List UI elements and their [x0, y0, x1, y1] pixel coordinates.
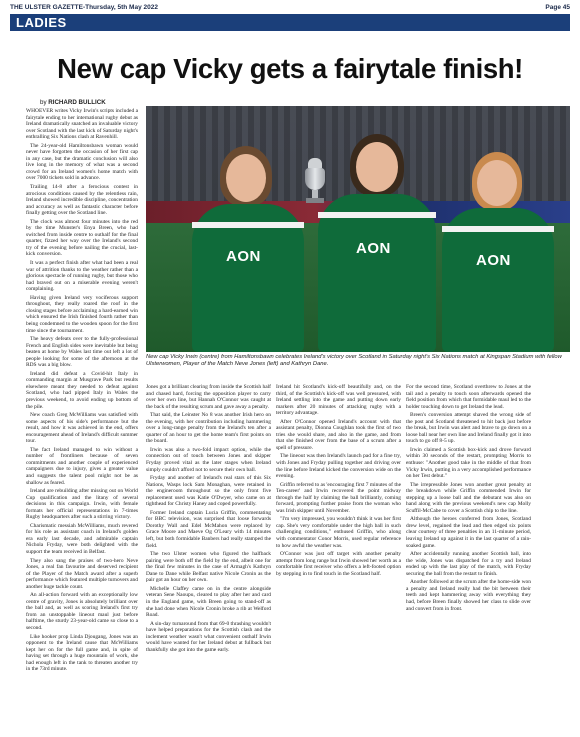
article-paragraph: A sin-day turnaround from that 69-0 thrashing wouldn't have helped preparations for the Scottish clash and the inclement weather wasn't what convenient outhalf Irwin would have wanted for her Ireland debut at fullback but thankfully she got into the game early. — [146, 620, 271, 653]
article-paragraph: "I'm very impressed, you wouldn't think it was her first cap. She's very comfortable under the high ball in such challenging conditions," enthused Griffin, who along with commentator Conor Morris, used regular reference to how awful the weather was. — [276, 516, 401, 549]
photo-caption: New cap Vicky Irwin (centre) from Hamiltonsbawn celebrates Ireland's victory over Scotland in Saturday night's Six Nations match at Kingspan Stadium with fellow Ulsterwomen, Player of the Match Neve Jones (left) and Kathryn Dane. — [146, 354, 562, 367]
article-paragraph: Although the heroes conferred from Jones, Scotland drew level, regained the lead and then edged six points clear courtesy of three penalties in an 11-minute period, leaving Ireland up against it in the last quarter of a rain-soaked game. — [406, 516, 531, 549]
article-paragraph: O'Connor was just off target with another penalty attempt from long range but Irwin showed her worth as a comfortable first receiver who offers a left-footed option by stepping in to find touch in the Scotland half. — [276, 551, 401, 577]
article-paragraph: They also sang the praises of two-hero Neve Jones, a real fan favourite and deserved recipient of the Player of the Match award after a superb performance which featured multiple turnovers and another huge tackle count. — [26, 557, 138, 590]
article-paragraph: Irwin claimed a Scottish box-kick and drove forward within 30 seconds of the restart, prompting Morris to enthuse: "Another good take in the middle of that from Vicky Irwin, putting in a very accomplished performance on her Test debut." — [406, 446, 531, 480]
byline-author: RICHARD BULLICK — [48, 99, 106, 106]
article-column-3 — [276, 384, 401, 735]
article-paragraph: That said, the Leinster No 8 was another Irish hero on the evening, with her contribution including hammering over a long-range penalty from the Ireland's ten after a quarter of an hour to get the home team's first points on the board. — [146, 412, 271, 445]
article-photo — [146, 106, 570, 352]
article-paragraph: After O'Connor opened Ireland's account with that assistant penalty, Dionna Coughlan took the first of two tries she would share, and also in the game, and from that she finished over from the base of a scrum after a spell of pressure. — [276, 418, 401, 451]
article-paragraph: Griffin referred to as 'encouraging first 7 minutes of the Ten-career' and Irwin recovered the point midway through the half by claiming the ball brilliantly, coming forward, prompting further praise from the woman who was Irish skipper until November. — [276, 481, 401, 514]
article-paragraph: Trailing 14-8 after a ferocious contest in atrocious conditions caused by the relentless rain, Ireland showed incredible discipline, concentration and accuracy as well as fantastic character before finally getting over the Scotland line. — [26, 184, 138, 217]
article-column-2 — [146, 384, 271, 735]
section-label: LADIES — [16, 15, 67, 30]
shirt-logo: AON — [226, 248, 261, 265]
page-number: Page 45 — [545, 4, 570, 11]
paper-dateline: THE ULSTER GAZETTE-Thursday, 5th May 2022 — [10, 4, 158, 11]
article-paragraph: Charismatic messiah McWilliams, much revered for his role as assistant coach in Ireland's golden era early last decade, and admirable captain Nichola Fryday, were both delighted with the support the team received in Belfast. — [26, 522, 138, 555]
player-left — [182, 146, 312, 352]
byline-prefix: by — [40, 99, 47, 106]
headline: New cap Vicky gets a fairytale finish! — [57, 53, 523, 84]
article-paragraph: The fact Ireland managed to win without a number of frontliners because of seven commitments and another couple of experienced campaigners due to injury, gives a greater value and suggests the talent pool might not be as shallow as feared. — [26, 446, 138, 486]
folio — [10, 2, 570, 14]
article-paragraph: Breen's conversion attempt shaved the wrong side of the post and Scotland threatened to hit back just before the break, but Irwin was alert and brave to go down on a loose ball near her own line and Ireland finally got it into touch to go off 8-5 up. — [406, 412, 531, 445]
article-paragraph: The 24-year-old Hamiltonsbawn woman would never have forgotten the occasion of her first cap in any case, but the dramatic conclusion will also live long in the memory of what was a second crowd for an Ireland women's home match with over 7000 tickets sold in advance. — [26, 142, 138, 182]
article-paragraph: An all-action forward with an exceptionally low centre of gravity, Jones is absolutely brilliant over the ball and, as well as scoring Ireland's first try from an unstoppable lineout maul just before halftime, the sturdy 23-year-old came so close to a second. — [26, 592, 138, 632]
article-paragraph: Irwin was also a two-fold impact option, while the connection out of touch between Jones and skipper Fryday proved vital as the later stages when Ireland simply couldn't afford not to secure their own ball. — [146, 446, 271, 473]
article-paragraph: Another followed at the scrum after the home-side won a penalty and Ireland really had the bit between their teeth and kept hammering away with everything they had, before Breen finally showed her class to slide over and convert from in front. — [406, 579, 531, 612]
article-paragraph: For the second time, Scotland overthrew to Jones at the tail and a penalty to touch soon afterwards opened the field position from which that formidable maul led to the holder touching down to get Ireland the lead. — [406, 384, 531, 410]
article-paragraph: It was a perfect finish after what had been a real war of attrition thanks to the weather rather than a glorious spectacle of running rugby, but those who had braved out on a miserable evening weren't complaining. — [26, 260, 138, 293]
article-paragraph: WHOEVER writes Vicky Irwin's scripts included a fairytale ending to her international rugby debut as Ireland dramatically snatched an invaluable victory over Scotland with the last kick of Saturday night's enthralling Six Nations clash at Ravenhill. — [26, 108, 138, 141]
shirt-logo: AON — [356, 240, 391, 257]
article-paragraph: Having given Ireland very vociferous support throughout, they really roared the roof in the closing stages before acclaiming a hard-earned win which ensured the Irish finished fourth rather than being condemned to the wooden spoon for the first time since the tournament. — [26, 294, 138, 334]
article-column-4 — [406, 384, 531, 735]
article-paragraph: The lineout was then Ireland's launch pad for a fine try, with Jones and Fryday pulling together and driving over the line before Ireland kicked the conversion wide on the evening. — [276, 453, 401, 480]
player-right — [432, 152, 564, 352]
article-paragraph: Jones got a brilliant clearing from inside the Scottish half and chased hard, forcing the opposition player to carry over her own line, but Hannah O'Connor was caught at the back of the resulting scrum and gave away a penalty. — [146, 384, 271, 410]
section-bar — [10, 14, 570, 31]
article-paragraph: Former Ireland captain Lucia Griffin, commentating for BBC television, was surprised that loose forwards Dorothy Wall and Edel McMahon were replaced by Grace Moore and Maeve Og O'Leary with 14 minutes left, but both formidable Banbers had really stamped the field. — [146, 509, 271, 549]
article-paragraph: The clock was almost four minutes into the red by the time Munster's Enya Breen, who had switched from inside centre to outhalf for the final quarter, fizzed her way over the Ireland's second try of the evening before nailing the crucial, last-kick conversion. — [26, 218, 138, 258]
byline — [40, 99, 106, 106]
article-paragraph: Like hooker prop Linda Djougang, Jones was an opponent to the Ireland cause that McWilliams kept her on for the full game and, in spite of having set through a huge mountain of work, she had enough left in the tank to threaten another try in the 73rd minute. — [26, 633, 138, 673]
article-paragraph: Ireland are rebuilding after missing out on World Cup qualification and the litany of several decisions in this campaign. Irwin, with female formats her official representations in 7-times Rugby headquarters after such a stirring victory. — [26, 488, 138, 521]
article-paragraph: The heavy defeats over to the fully-professional French and English sides were inevitable but being beaten at home by Wales last time out left a lot of people looking for some of the afternoon at the RDS was a big blow. — [26, 336, 138, 369]
article-paragraph: Ireland hit Scotland's kick-off beautifully and, on the third, of the Scottish's kick-off was well pressured, with Ireland settling into the game and putting down early markers after 20 minutes of attacking rugby with a territory advantage. — [276, 384, 401, 417]
article-paragraph: Michelle Claffey came on in the centre alongside veteran Sene Naoupu, cleared to play after her and card in the England game, with Breen going to stand-off as she had done when Nicole Cronin broke a rib at Welford Road. — [146, 585, 271, 619]
player-centre — [306, 134, 446, 352]
article-paragraph: The two Ulster women who figured the halfback pairing were both off the field by the end, albeit one for the final few minutes in the case of Armagh's Kathryn Dane to Dane while Belfast native Nicole Cronin as the pair got an hour on her own. — [146, 551, 271, 584]
article-paragraph: Ireland did defeat a Covid-hit Italy in commanding margin at Musgrave Park but results elsewhere meant they needed to defeat against Scotland, who had pipped Italy in Wales the previous weekend, to avoid ending up bottom of the pile. — [26, 370, 138, 410]
article-column-1 — [26, 108, 138, 735]
article-paragraph: Fryday and another of Ireland's real stars of this Six Nations, Wasps lock Sam Monaghan, were retained in the engineroom throughout so the only front five replacement used was Katie O'Dwyer, who came on at tighthead for Christy Haney and coped powerfully. — [146, 475, 271, 508]
article-paragraph: After accidentally running another Scottish ball, into the wide, Jones was dispatched for a try and Ireland ended up with the last play of the match, with Fryday securing the ball from the restart to finish. — [406, 551, 531, 577]
article-paragraph: The irrepressible Jones won another great penalty at the breakdown while Griffin commended Irwin for stepping up a loose ball and the debutant was also on hand along with the previous weekend's new cap Molly Scuffil-McCabe to cover a Scottish chip to the line. — [406, 481, 531, 514]
article-paragraph: New coach Greg McWilliams was satisfied with some aspects of his side's performance but the result, and how it was achieved in the end, offers encouragement ahead of Ireland's difficult summer tour. — [26, 412, 138, 445]
shirt-logo: AON — [476, 252, 511, 269]
